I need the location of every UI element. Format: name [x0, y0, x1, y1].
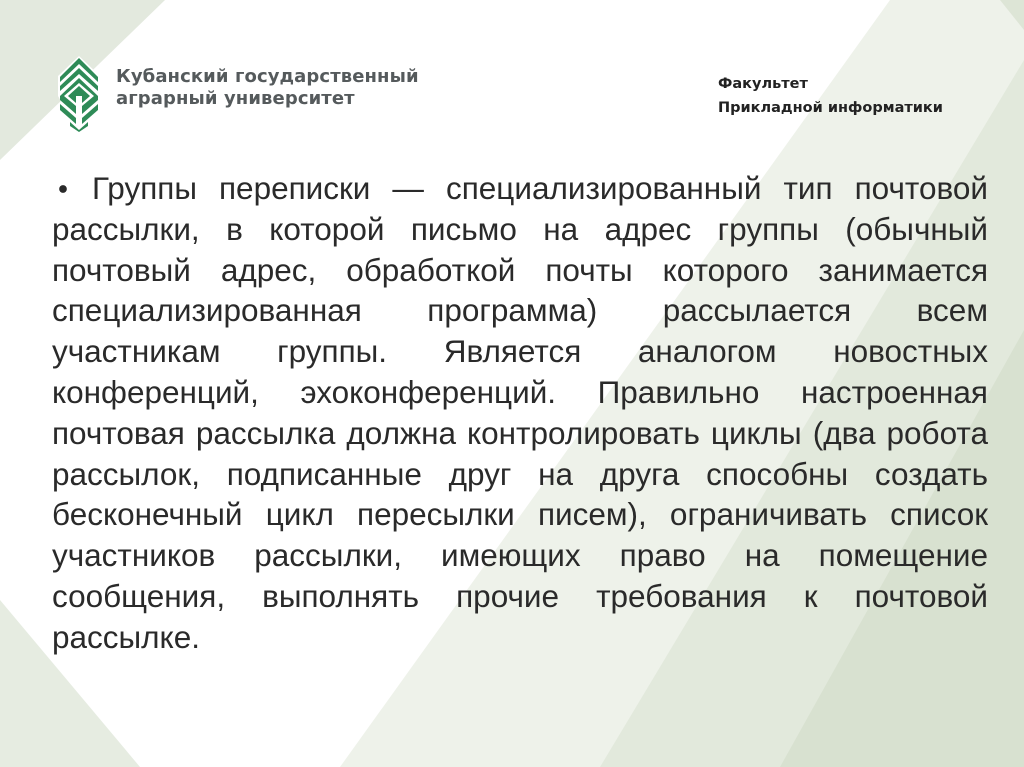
university-name	[116, 66, 419, 110]
slide-body	[52, 168, 988, 658]
faculty-label	[718, 72, 943, 120]
faculty-line1: Факультет	[718, 76, 808, 92]
faculty-line2: Прикладной информатики	[718, 100, 943, 116]
university-name-line1: Кубанский государственный	[116, 66, 419, 87]
bullet-text: Группы переписки — специализированный тип почтовой рассылки, в которой письмо на адрес группы (обычный почтовый адрес, обработкой почты которого занимается специализированная программа) рассылается всем участникам группы. Является аналогом новостных конференций, эхоконференций. Правильно настроенная почтовая рассылка должна контролировать циклы (два робота рассылок, подписанные друг на друга способны создать бесконечный цикл пересылки писем), ограничивать список участников рассылки, имеющих право на помещение сообщения, выполнять прочие требования к почтовой рассылке.	[52, 170, 988, 655]
slide-header	[0, 0, 1024, 150]
university-logo-icon	[56, 56, 102, 132]
university-name-line2: аграрный университет	[116, 88, 355, 109]
bullet-dot-icon	[59, 185, 67, 193]
